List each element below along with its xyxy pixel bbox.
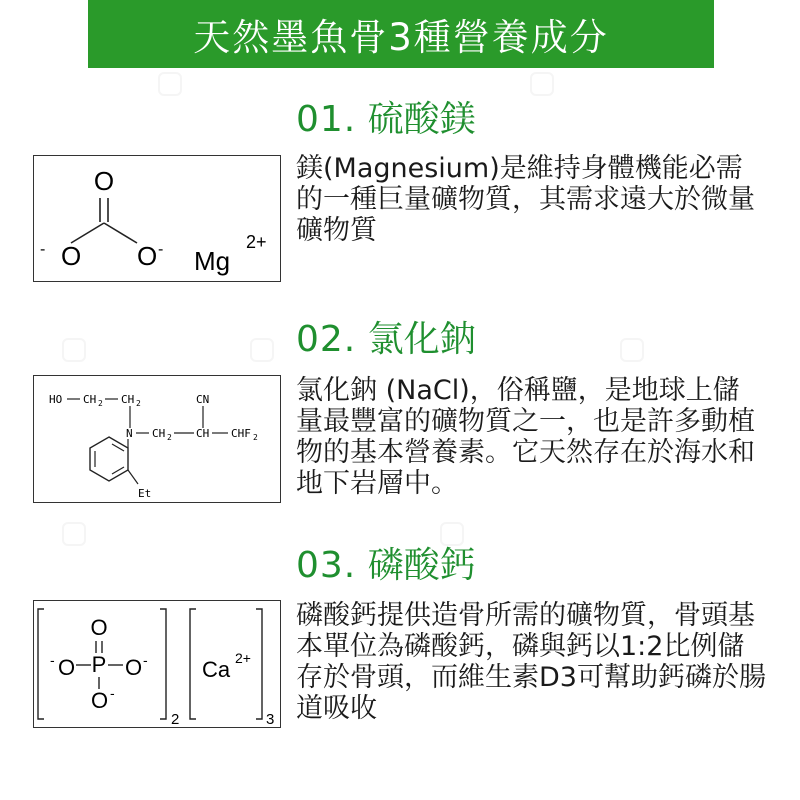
formula-label: CH [121, 393, 135, 406]
formula-label: CHF [231, 427, 251, 440]
section-1-title: 硫酸鎂 [367, 99, 476, 140]
formula-charge: - [143, 652, 148, 668]
formula-subscript: 2 [253, 433, 258, 442]
section-2-description: 氯化鈉 (NaCl)，俗稱鹽，是地球上儲量最豐富的礦物質之一，也是許多動植物的基本營養素。它天然存在於海水和地下岩層中。 [296, 375, 755, 499]
formula-atom: O [90, 615, 108, 640]
watermark-mark [158, 72, 182, 96]
formula-label: Et [138, 487, 152, 500]
formula-atom: O [137, 241, 158, 271]
formula-charge: - [40, 241, 46, 258]
page-title: 天然墨魚骨3種營養成分 [193, 16, 609, 59]
section-3-heading [296, 545, 476, 586]
formula-charge: 2+ [235, 650, 251, 666]
calcium-phosphate-formula [33, 600, 281, 728]
watermark-mark [620, 338, 644, 362]
section-2-number: 02. [296, 319, 357, 360]
formula-cation: Mg [194, 246, 231, 276]
formula-label: HO [49, 393, 63, 406]
formula-atom: O [91, 688, 109, 713]
formula-subscript: 2 [171, 711, 180, 726]
magnesium-sulfate-formula [33, 155, 281, 282]
watermark-mark [250, 338, 274, 362]
formula-charge: - [110, 685, 115, 701]
section-3-title: 磷酸鈣 [367, 545, 476, 586]
formula-charge: 2+ [246, 232, 267, 252]
formula-charge: - [50, 652, 55, 668]
formula-label: N [126, 427, 133, 440]
formula-atom: O [58, 655, 76, 680]
formula-subscript: 2 [167, 433, 172, 442]
watermark-mark [62, 338, 86, 362]
section-3-description: 磷酸鈣提供造骨所需的礦物質，骨頭基本單位為磷酸鈣，磷與鈣以1:2比例儲存於骨頭，而維生素D3可幫助鈣磷於腸道吸收 [296, 600, 766, 724]
formula-subscript: 2 [136, 399, 141, 408]
formula-atom: P [91, 652, 107, 677]
formula-atom: O [61, 241, 82, 271]
section-2-heading [296, 319, 476, 360]
section-1-description: 鎂(Magnesium)是維持身體機能必需的一種巨量礦物質，其需求遠大於微量礦物質 [296, 153, 755, 246]
watermark-mark [530, 72, 554, 96]
formula-atom: O [93, 166, 115, 196]
formula-label: CH [196, 427, 210, 440]
formula-label: CH [152, 427, 166, 440]
formula-atom: O [125, 655, 143, 680]
formula-charge: - [158, 241, 164, 258]
formula-label: CN [196, 393, 210, 406]
section-1-heading [296, 99, 476, 140]
formula-label: CH [83, 393, 97, 406]
section-3-number: 03. [296, 545, 357, 586]
section-1-number: 01. [296, 99, 357, 140]
formula-subscript: 2 [98, 399, 103, 408]
section-2-title: 氯化鈉 [367, 319, 476, 360]
title-banner [88, 0, 714, 68]
watermark-mark [440, 522, 464, 546]
watermark-mark [62, 522, 86, 546]
formula-cation: Ca [202, 657, 231, 682]
formula-subscript: 3 [266, 711, 275, 726]
structure-formula-2 [33, 375, 281, 503]
